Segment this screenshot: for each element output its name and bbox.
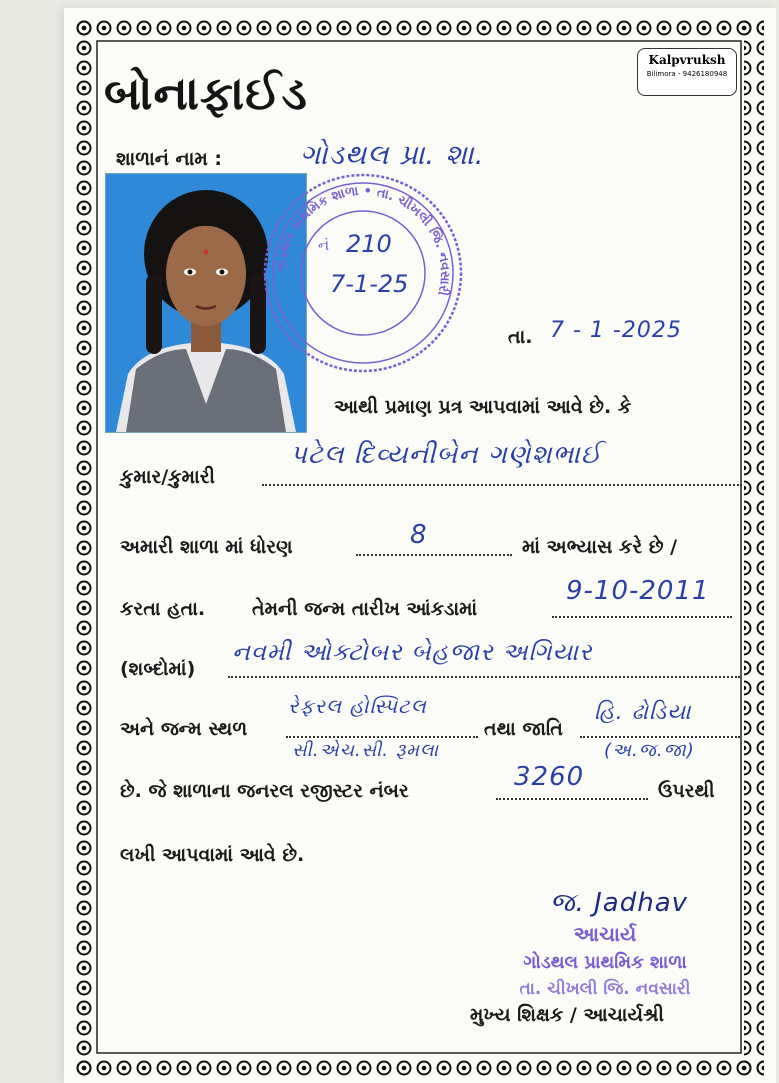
standard-suffix: માં અભ્યાસ કરે છે / [522,536,678,558]
stamp-date: 7-1-25 [330,270,409,298]
standard-label: અમારી શાળા માં ધોરણ [120,536,293,558]
stamp-no-value: 210 [346,230,392,258]
date-label: તા. [508,326,533,348]
principal-signature: જ. Jadhav [550,888,689,918]
name-label: કુમાર/કુમારી [120,466,215,488]
register-suffix: ઉપરથી [658,780,715,802]
printer-logo [637,48,737,96]
register-dotted-line [496,798,648,800]
logo-name: Kalpvruksh [648,53,726,67]
dob-prefix: કરતા હતા. [120,598,206,620]
birthplace-value-2: સી.એચ.સી. રૂમલા [292,740,440,761]
principal-stamp-school: ગોડથલ પ્રાથમિક શાળા [523,952,687,973]
standard-dotted-line [356,554,512,556]
logo-subtitle: Bilimora - 9426180948 [646,70,728,78]
caste-label: તથા જાતિ [484,718,563,740]
school-name-label: શાળાનં નામ : [116,148,222,170]
school-name-value: ગોડથલ પ્રા. શા. [300,138,485,171]
dob-words-dotted-line [228,676,740,678]
school-stamp [258,168,468,378]
closing-line: લખી આપવામાં આવે છે. [120,844,305,866]
standard-value: 8 [410,520,428,550]
stamp-no-label: નં [318,236,330,254]
dob-value: 9-10-2011 [566,576,710,606]
dob-words-value: નવમી ઓક્ટોબર બેહજાર અગિયાર [232,638,593,666]
document-title: બોનાફાઈડ [104,66,308,120]
caste-value-2: (અ.જ.જા) [604,740,695,761]
birthplace-value-1: રેફરલ હોસ્પિટલ [288,694,427,718]
caste-value-1: હિ. ઢોડિયા [594,700,692,725]
footer-designation: મુખ્ય શિક્ષક / આચાર્યશ્રી [470,1004,664,1026]
principal-stamp [470,922,740,999]
certification-line: આથી પ્રમાણ પ્રત્ર આપવામાં આવે છે. કે [334,396,632,418]
birthplace-dotted-line [286,736,478,738]
dob-words-label: (શબ્દોમાં) [120,658,196,680]
principal-stamp-place: તા. ચીખલી જિ. નવસારી [519,979,691,999]
birthplace-label: અને જન્મ સ્થળ [120,718,248,740]
dob-label: તેમની જન્મ તારીખ આંકડામાં [252,598,478,620]
date-value: 7 - 1 -2025 [550,318,682,343]
stamp-ring-text: ગોડથલ પ્રાથમિક શાળા • તા. ચીખલી જિ. નવસારી [273,183,453,297]
dob-dotted-line [552,616,732,618]
name-dotted-line [262,484,742,486]
register-number: 3260 [514,762,585,792]
student-name: પટેલ દિવ્યનીબેન ગણેશભાઈ [290,440,602,470]
caste-dotted-line [580,736,740,738]
register-label: છે. જે શાળાના જનરલ રજીસ્ટર નંબર [120,780,409,802]
principal-stamp-title: આચાર્ય [573,922,637,946]
